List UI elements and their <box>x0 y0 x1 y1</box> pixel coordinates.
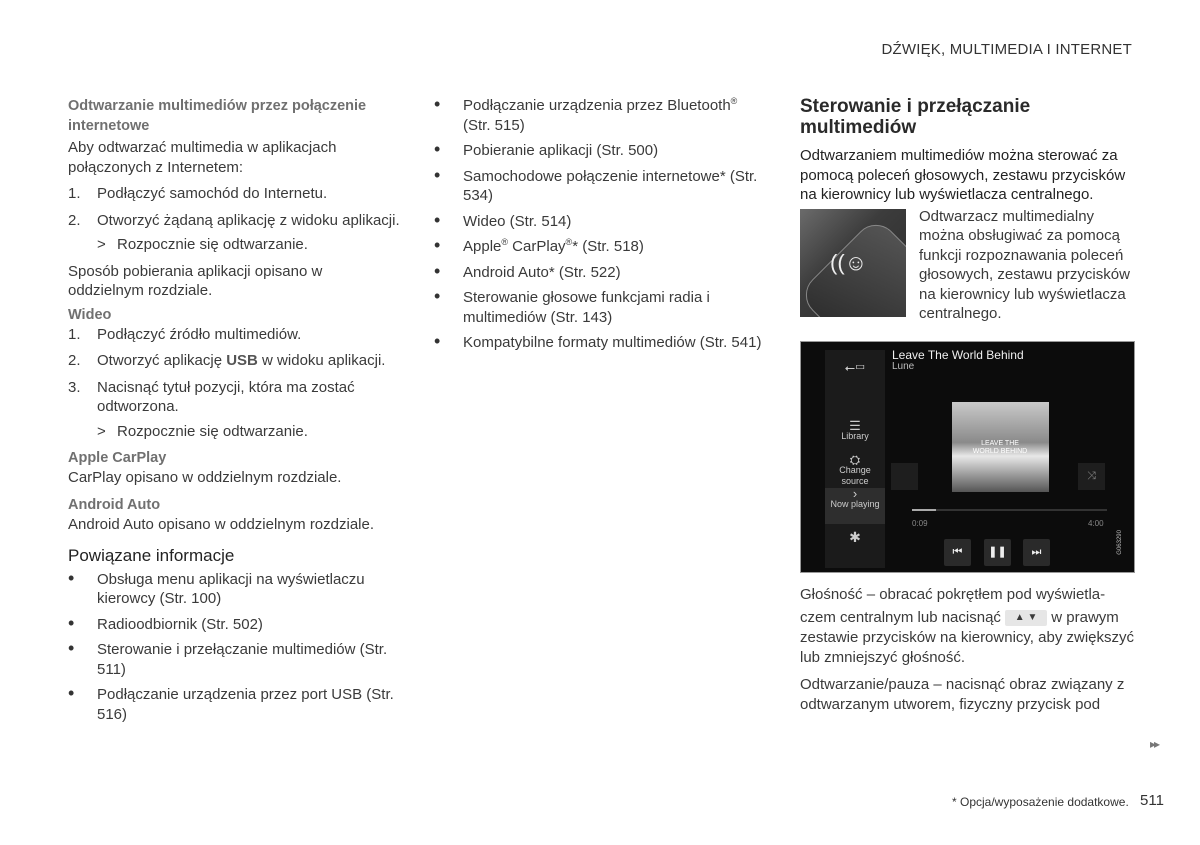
video-heading: Wideo <box>68 306 112 323</box>
related-link[interactable]: • Apple® CarPlay®* (Str. 518) <box>434 237 764 257</box>
volume-text-1: Głośność – obracać pokrętłem pod wyświetla- <box>800 585 1106 603</box>
column-right <box>800 96 1140 721</box>
usb-icon: ⭠▭ <box>844 359 866 375</box>
internet-note: Sposób pobierania aplikacji opisano w oddzielnym rozdziale. <box>68 262 323 299</box>
volume-text-2: czem centralnym lub nacisnąć ▲ ▼ w prawym zestawie przycisków na kierownicy, aby zwiększyć lub zmniejszyć głośność. <box>800 609 1134 666</box>
related-link[interactable]: • Kompatybilne formaty multimediów (Str. 541) <box>434 333 764 353</box>
voice-button-image <box>800 209 906 317</box>
volume-keys-icon: ▲ ▼ <box>1005 610 1047 626</box>
carplay-text: CarPlay opisano w oddzielnym rozdziale. <box>68 469 342 486</box>
shuffle-icon: ⤨ <box>1078 463 1105 490</box>
video-step-2: 2. Otworzyć aplikację USB w widoku aplikacji. <box>68 352 386 369</box>
center-display-image <box>800 341 1135 573</box>
chapter-header: DŹWIĘK, MULTIMEDIA I INTERNET <box>881 41 1132 58</box>
display-sidebar <box>825 350 885 568</box>
time-total: 4:00 <box>1088 518 1104 528</box>
next-icon: ⏭ <box>1023 539 1050 566</box>
progress-bar <box>912 509 1107 511</box>
video-step-3: 3. Nacisnąć tytuł pozycji, która ma zostać odtworzona. <box>68 378 355 415</box>
internet-step-2: 2. Otworzyć żądaną aplikację z widoku aplikacji. <box>68 211 400 229</box>
voice-figure <box>800 207 1140 323</box>
bluetooth-icon: ✱ <box>849 528 861 545</box>
related-list-continued <box>434 96 764 353</box>
column-left <box>68 96 400 730</box>
related-list <box>68 570 400 725</box>
video-result: > Rozpocznie się odtwarzanie. <box>97 422 308 440</box>
track-artist: Lune <box>892 360 915 372</box>
section-lead: Odtwarzaniem multimediów można sterować za pomocą poleceń głosowych, zestawu przycisków na kierownicy lub wyświetlacza centralnego. <box>800 147 1126 203</box>
previous-icon: ⏮ <box>944 539 971 566</box>
page-number: 511 <box>1140 792 1164 809</box>
related-link[interactable]: • Android Auto* (Str. 522) <box>434 263 764 283</box>
related-link[interactable]: • Radioodbiornik (Str. 502) <box>68 615 400 635</box>
image-code: G063290 <box>1116 529 1123 555</box>
internet-steps <box>68 184 400 230</box>
video-step-1: 1. Podłączyć źródło multimediów. <box>68 325 302 343</box>
repeat-icon <box>891 463 918 490</box>
carplay-heading: Apple CarPlay <box>68 450 167 466</box>
internet-step-1: 1. Podłączyć samochód do Internetu. <box>68 185 328 202</box>
now-playing-item: › Now playing <box>825 488 885 524</box>
time-elapsed: 0:09 <box>912 518 928 528</box>
pause-icon: ❚❚ <box>984 539 1011 566</box>
related-link[interactable]: • Pobieranie aplikacji (Str. 500) <box>434 141 764 161</box>
related-link[interactable]: • Samochodowe połączenie internetowe* (Str. 534) <box>434 167 764 206</box>
footnote: * Opcja/wyposażenie dodatkowe. <box>952 795 1129 809</box>
related-link[interactable]: • Podłączanie urządzenia przez port USB (Str. 516) <box>68 685 400 724</box>
change-source-item: ⛭ Change source <box>839 451 871 486</box>
column-middle <box>434 96 764 359</box>
library-item: ☰ Library <box>841 417 869 441</box>
video-steps <box>68 325 400 417</box>
related-link[interactable]: • Sterowanie głosowe funkcjami radia i multimediów (Str. 143) <box>434 288 764 327</box>
internet-heading: Odtwarzanie multimediów przez połączenie internetowe <box>68 98 367 134</box>
related-link[interactable]: • Wideo (Str. 514) <box>434 212 764 232</box>
play-pause-text: Odtwarzanie/pauza – nacisnąć obraz związany z odtwarzanym utworem, fizyczny przycisk pod <box>800 676 1125 713</box>
track-title: Leave The World Behind <box>892 347 1024 362</box>
voice-control-icon: ((☺ <box>830 249 868 275</box>
android-auto-text: Android Auto opisano w oddzielnym rozdziale. <box>68 515 375 533</box>
android-auto-heading: Android Auto <box>68 496 161 513</box>
related-link[interactable]: • Obsługa menu aplikacji na wyświetlaczu kierowcy (Str. 100) <box>68 570 400 609</box>
related-link[interactable]: • Podłączanie urządzenia przez Bluetooth® (Str. 515) <box>434 96 764 135</box>
voice-description: Odtwarzacz multimedialny można obsługiwać za pomocą funkcji rozpoznawania poleceń głosowych, zestawu przycisków na kierownicy lub wyświetlacza centralnego. <box>919 207 1130 322</box>
continued-icon: ▸▸ <box>1150 737 1159 751</box>
internet-result: > Rozpocznie się odtwarzanie. <box>97 236 308 253</box>
related-link[interactable]: • Sterowanie i przełączanie multimediów (Str. 511) <box>68 640 400 679</box>
album-art: LEAVE THE WORLD BEHIND <box>952 402 1049 492</box>
section-title: Sterowanie i przełączanie multimediów <box>800 96 1031 138</box>
internet-intro: Aby odtwarzać multimedia w aplikacjach połączonych z Internetem: <box>68 139 337 176</box>
related-heading: Powiązane informacje <box>68 546 235 565</box>
